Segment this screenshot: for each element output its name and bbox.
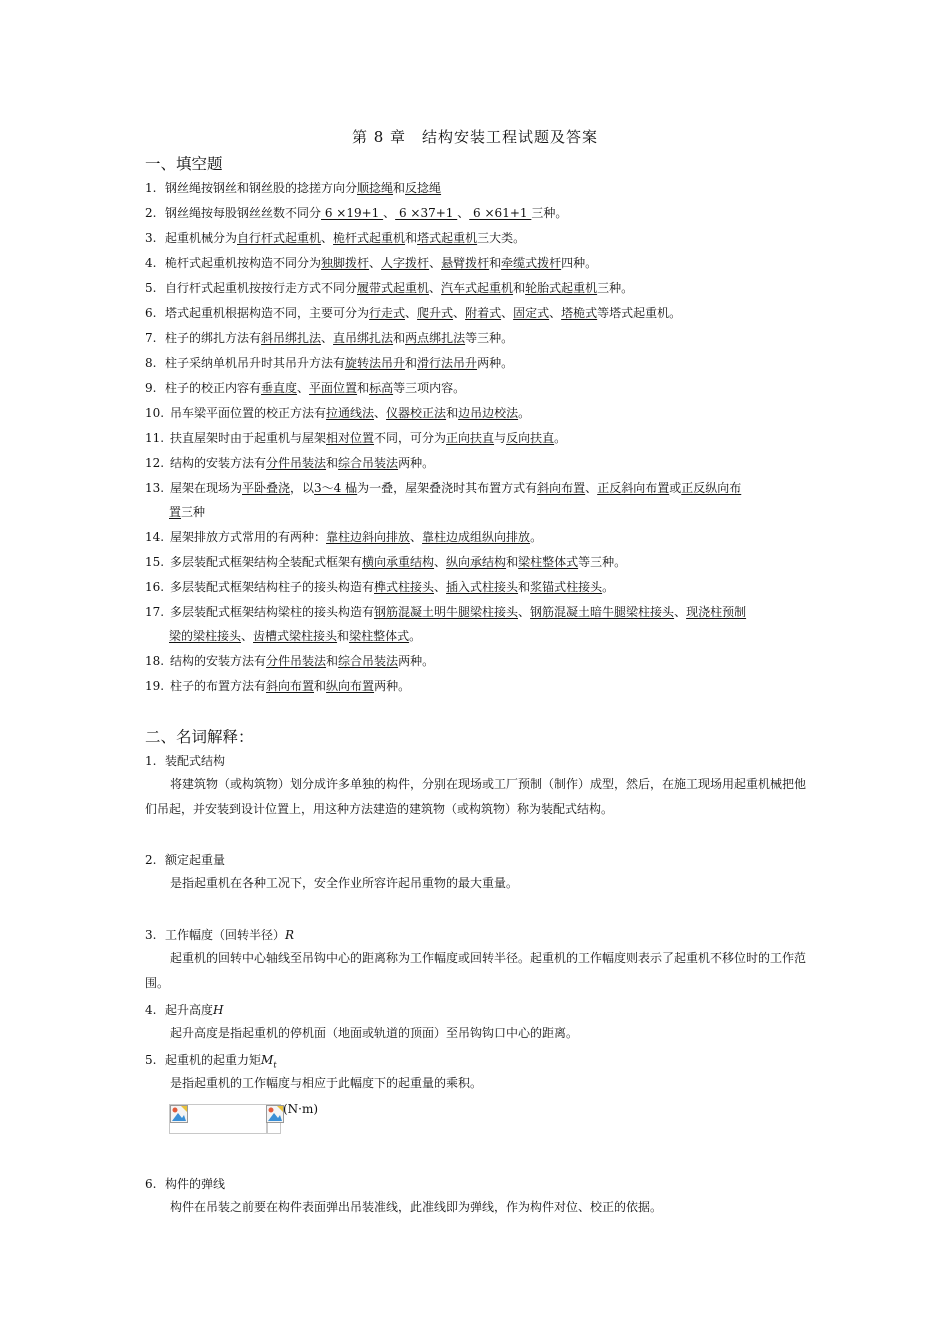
fill-item: 9. 柱子的校正内容有垂直度、平面位置和标高等三项内容。 xyxy=(145,381,466,395)
fill-item: 12. 结构的安装方法有分件吊装法和综合吊装法两种。 xyxy=(145,456,435,470)
term-definition: 构件在吊装之前要在构件表面弹出吊装准线，此准线即为弹线，作为构件对位、校正的依据。 xyxy=(170,1200,663,1214)
fill-item: 3. 起重机械分为自行杆式起重机、桅杆式起重机和塔式起重机三大类。 xyxy=(145,231,526,245)
fill-item: 15. 多层装配式框架结构全装配式框架有横向承重结构、纵向承结构和梁柱整体式等三种。 xyxy=(145,555,627,569)
term-definition: 将建筑物（或构筑物）划分成许多单独的构件，分别在现场或工厂预制（制作）成型，然后，在施工现场用起重机械把他们吊起，并安装到设计位置上，用这种方法建造的建筑物（或构筑物）称为装配式结构。 xyxy=(145,777,807,816)
term-definition: 起升高度是指起重机的停机面（地面或轨道的顶面）至吊钩钩口中心的距离。 xyxy=(170,1026,579,1040)
fill-item: 8. 柱子采纳单机吊升时其吊升方法有旋转法吊升和滑行法吊升两种。 xyxy=(145,356,514,370)
fill-item: 17. 多层装配式框架结构梁柱的接头构造有钢筋混凝土明牛腿梁柱接头、钢筋混凝土暗牛腿梁柱接头、现浇柱预制 xyxy=(145,605,747,619)
term-title: 6. 构件的弹线 xyxy=(145,1177,226,1191)
fill-item: 5. 自行杆式起重机按按行走方式不同分履带式起重机、汽车式起重机和轮胎式起重机三种。 xyxy=(145,281,634,295)
term-definition: 是指起重机在各种工况下，安全作业所容许起吊重物的最大重量。 xyxy=(170,876,519,890)
fill-item: 18. 结构的安装方法有分件吊装法和综合吊装法两种。 xyxy=(145,654,435,668)
term-title: 5. 起重机的起重力矩$M_t$ xyxy=(145,1053,277,1070)
fill-item-continuation: 梁的梁柱接头、齿槽式梁柱接头和梁柱整体式。 xyxy=(169,629,422,643)
broken-image-icon xyxy=(170,1105,188,1123)
fill-item: 6. 塔式起重机根据构造不同，主要可分为行走式、爬升式、附着式、固定式、塔桅式等塔式起重机。 xyxy=(145,306,682,320)
fill-item: 4. 桅杆式起重机按构造不同分为独脚拨杆、人字拨杆、悬臂拨杆和牵缆式拨杆四种。 xyxy=(145,256,598,270)
section2-heading: 二、名词解释： xyxy=(145,728,254,746)
fill-item: 16. 多层装配式框架结构柱子的接头构造有榫式柱接头、插入式柱接头和浆锚式柱接头。 xyxy=(145,580,615,594)
unit-label: (N·m) xyxy=(283,1102,319,1116)
fill-item-continuation: 置三种 xyxy=(169,505,206,519)
term-title: 1. 装配式结构 xyxy=(145,754,226,768)
item-number: 1. xyxy=(145,181,157,195)
section1-heading: 一、填空题 xyxy=(145,155,223,173)
fill-item: 10. 吊车梁平面位置的校正方法有拉通线法、仪器校正法和边吊边校法。 xyxy=(145,406,531,420)
term-title: 2. 额定起重量 xyxy=(145,853,226,867)
term-definition: 是指起重机的工作幅度与相应于此幅度下的起重量的乘积。 xyxy=(170,1076,483,1090)
fill-item: 13. 屋架在现场为平卧叠浇，以3～4 榀为一叠，屋架叠浇时其布置方式有斜向布置、正反斜向布置或正反纵向布 xyxy=(145,481,742,495)
fill-item: 14. 屋架排放方式常用的有两种：靠柱边斜向排放、靠柱边成组纵向排放。 xyxy=(145,530,543,544)
fill-item: 1. 钢丝绳按钢丝和钢丝股的捻搓方向分顺捻绳和反捻绳 xyxy=(145,181,442,195)
term-definition: 起重机的回转中心轴线至吊钩中心的距离称为工作幅度或回转半径。起重机的工作幅度则表示了起重机不移位时的工作范围。 xyxy=(145,951,807,990)
term-title: 4. 起升高度H xyxy=(145,1003,224,1017)
broken-image-icon xyxy=(266,1105,284,1123)
fill-item: 11. 扶直屋架时由于起重机与屋架相对位置不同，可分为正向扶直与反向扶直。 xyxy=(145,431,567,445)
chapter-title: 第 8 章 结构安装工程试题及答案 xyxy=(351,128,599,146)
fill-item: 7. 柱子的绑扎方法有斜吊绑扎法、直吊绑扎法和两点绑扎法等三种。 xyxy=(145,331,514,345)
fill-item: 19. 柱子的布置方法有斜向布置和纵向布置两种。 xyxy=(145,679,411,693)
fill-item: 2. 钢丝绳按每股钢丝丝数不同分 6 ×19+1 、 6 ×37+1 、 6 ×61+1 三种。 xyxy=(145,206,568,220)
term-title: 3. 工作幅度（回转半径）R xyxy=(145,928,295,942)
